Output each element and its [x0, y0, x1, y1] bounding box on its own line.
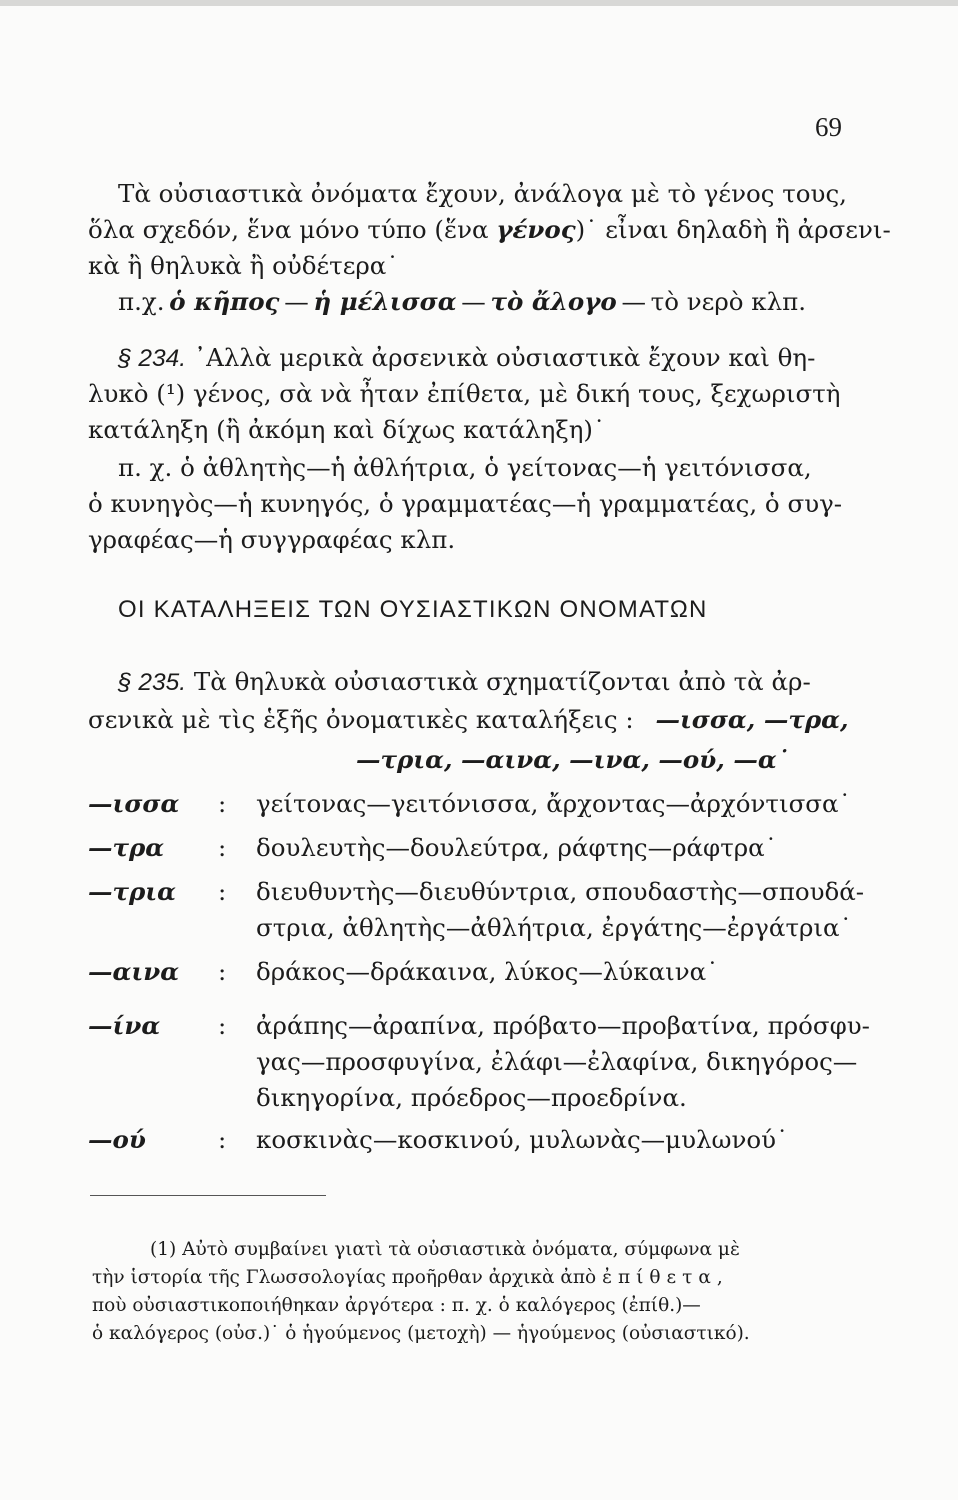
footnote-rule	[90, 1195, 326, 1196]
text-run: Τὰ θηλυκὰ οὐσιαστικὰ σχηματίζονται ἀπὸ τὰ ἀρ-	[193, 667, 811, 696]
ending-example: κοσκινὰς—κοσκινού, μυλωνὰς—μυλωνού˙	[256, 1125, 789, 1154]
section-235-line	[88, 704, 848, 736]
footnote-line: ποὺ οὐσιαστικοποιήθηκαν ἀργότερα : π. χ. ὁ καλόγερος (ἐπίθ.)—	[92, 1295, 701, 1316]
ending-example: γας—προσφυγίνα, ἐλάφι—ἐλαφίνα, δικηγόρος—	[256, 1047, 858, 1076]
section-label: § 235.	[118, 669, 187, 696]
example-word: ἡ μέλισσα	[313, 287, 457, 316]
section-235-line	[118, 666, 878, 699]
scan-edge	[0, 0, 958, 6]
section-heading: ΟΙ ΚΑΤΑΛΗΞΕΙΣ ΤΩΝ ΟΥΣΙΑΣΤΙΚΩΝ ΟΝΟΜΑΤΩΝ	[118, 596, 708, 623]
colon: :	[218, 1125, 227, 1154]
ending-label: —ισσα	[88, 789, 180, 818]
dash: —	[621, 287, 646, 316]
colon: :	[218, 833, 227, 862]
section-234-line	[118, 342, 878, 375]
example-line	[118, 286, 806, 318]
dash: —	[461, 287, 486, 316]
example-line: π. χ. ὁ ἀθλητὴς—ἡ ἀθλήτρια, ὁ γείτονας—ἡ γειτόνισσα,	[118, 453, 812, 482]
paragraph-line: κὰ ἢ θηλυκὰ ἢ οὐδέτερα˙	[88, 251, 399, 280]
footnote-line: ὁ καλόγερος (οὐσ.)˙ ὁ ἡγούμενος (μετοχὴ) — ἡγούμενος (οὐσιαστικό).	[92, 1323, 750, 1344]
example-line: ὁ κυνηγὸς—ἡ κυνηγός, ὁ γραμματέας—ἡ γραμματέας, ὁ συγ-	[88, 489, 843, 518]
colon: :	[218, 1011, 227, 1040]
colon: :	[218, 877, 227, 906]
emphasis: γένος	[496, 215, 576, 244]
text-run: ὅλα σχεδόν, ἕνα μόνο τύπο (ἕνα	[88, 215, 497, 244]
paragraph-line	[88, 214, 891, 246]
example-word: π.χ.	[118, 287, 165, 316]
colon: :	[218, 957, 227, 986]
example-word: ὁ κῆπος	[169, 287, 280, 316]
ending-label: —ίνα	[88, 1011, 161, 1040]
endings-list-line	[356, 744, 816, 776]
ending-label: —αινα	[88, 957, 180, 986]
spaced-word: ἐπίθετα,	[602, 1267, 729, 1288]
footnote-line: (1) Αὐτὸ συμβαίνει γιατὶ τὰ οὐσιαστικὰ ὀνόματα, σύμφωνα μὲ	[150, 1239, 740, 1260]
ending-example: δουλευτὴς—δουλεύτρα, ράφτης—ράφτρα˙	[256, 833, 777, 862]
page-number: 69	[815, 112, 842, 142]
text-run: τὴν ἱστορία τῆς Γλωσσολογίας προῆρθαν ἀρχικὰ ἀπὸ	[92, 1267, 597, 1288]
endings-list: —ισσα, —τρα,	[655, 705, 849, 734]
example-line: γραφέας—ἡ συγγραφέας κλπ.	[88, 525, 456, 554]
section-label: § 234.	[118, 345, 187, 372]
text-run: )˙ εἶναι δηλαδὴ ἢ ἀρσενι-	[575, 215, 891, 244]
ending-example: δικηγορίνα, πρόεδρος—προεδρίνα.	[256, 1083, 687, 1112]
example-word: τὸ ἄλογο	[490, 287, 617, 316]
ending-example: στρια, ἀθλητὴς—ἀθλήτρια, ἐργάτης—ἐργάτρια˙	[256, 913, 852, 942]
ending-example: ἀράπης—ἀραπίνα, πρόβατο—προβατίνα, πρόσφυ-	[256, 1011, 870, 1040]
ending-example: διευθυντὴς—διευθύντρια, σπουδαστὴς—σπουδά-	[256, 877, 865, 906]
dash: —	[284, 287, 309, 316]
endings-list: —τρια, —αινα, —ινα, —ού, —α˙	[356, 745, 789, 774]
ending-label: —τρα	[88, 833, 165, 862]
section-234-line: κατάληξη (ἢ ἀκόμη καὶ δίχως κατάληξη)˙	[88, 415, 606, 444]
text-run: σενικὰ μὲ τὶς ἑξῆς ὀνοματικὲς καταλήξεις :	[88, 705, 634, 734]
footnote-line	[92, 1264, 852, 1292]
ending-label: —ού	[88, 1125, 146, 1154]
ending-label: —τρια	[88, 877, 176, 906]
ending-example: δράκος—δράκαινα, λύκος—λύκαινα˙	[256, 957, 719, 986]
text-run: ᾿Αλλὰ μερικὰ ἀρσενικὰ οὐσιαστικὰ ἔχουν καὶ θη-	[193, 343, 816, 372]
example-word: τὸ νερὸ κλπ.	[650, 287, 806, 316]
colon: :	[218, 789, 227, 818]
section-234-line: λυκὸ (¹) γένος, σὰ νὰ ἦταν ἐπίθετα, μὲ δική τους, ξεχωριστὴ	[88, 379, 841, 408]
ending-example: γείτονας—γειτόνισσα, ἄρχοντας—ἀρχόντισσα˙	[256, 789, 851, 818]
paragraph-line: Τὰ οὐσιαστικὰ ὀνόματα ἔχουν, ἀνάλογα μὲ τὸ γένος τους,	[118, 179, 847, 208]
